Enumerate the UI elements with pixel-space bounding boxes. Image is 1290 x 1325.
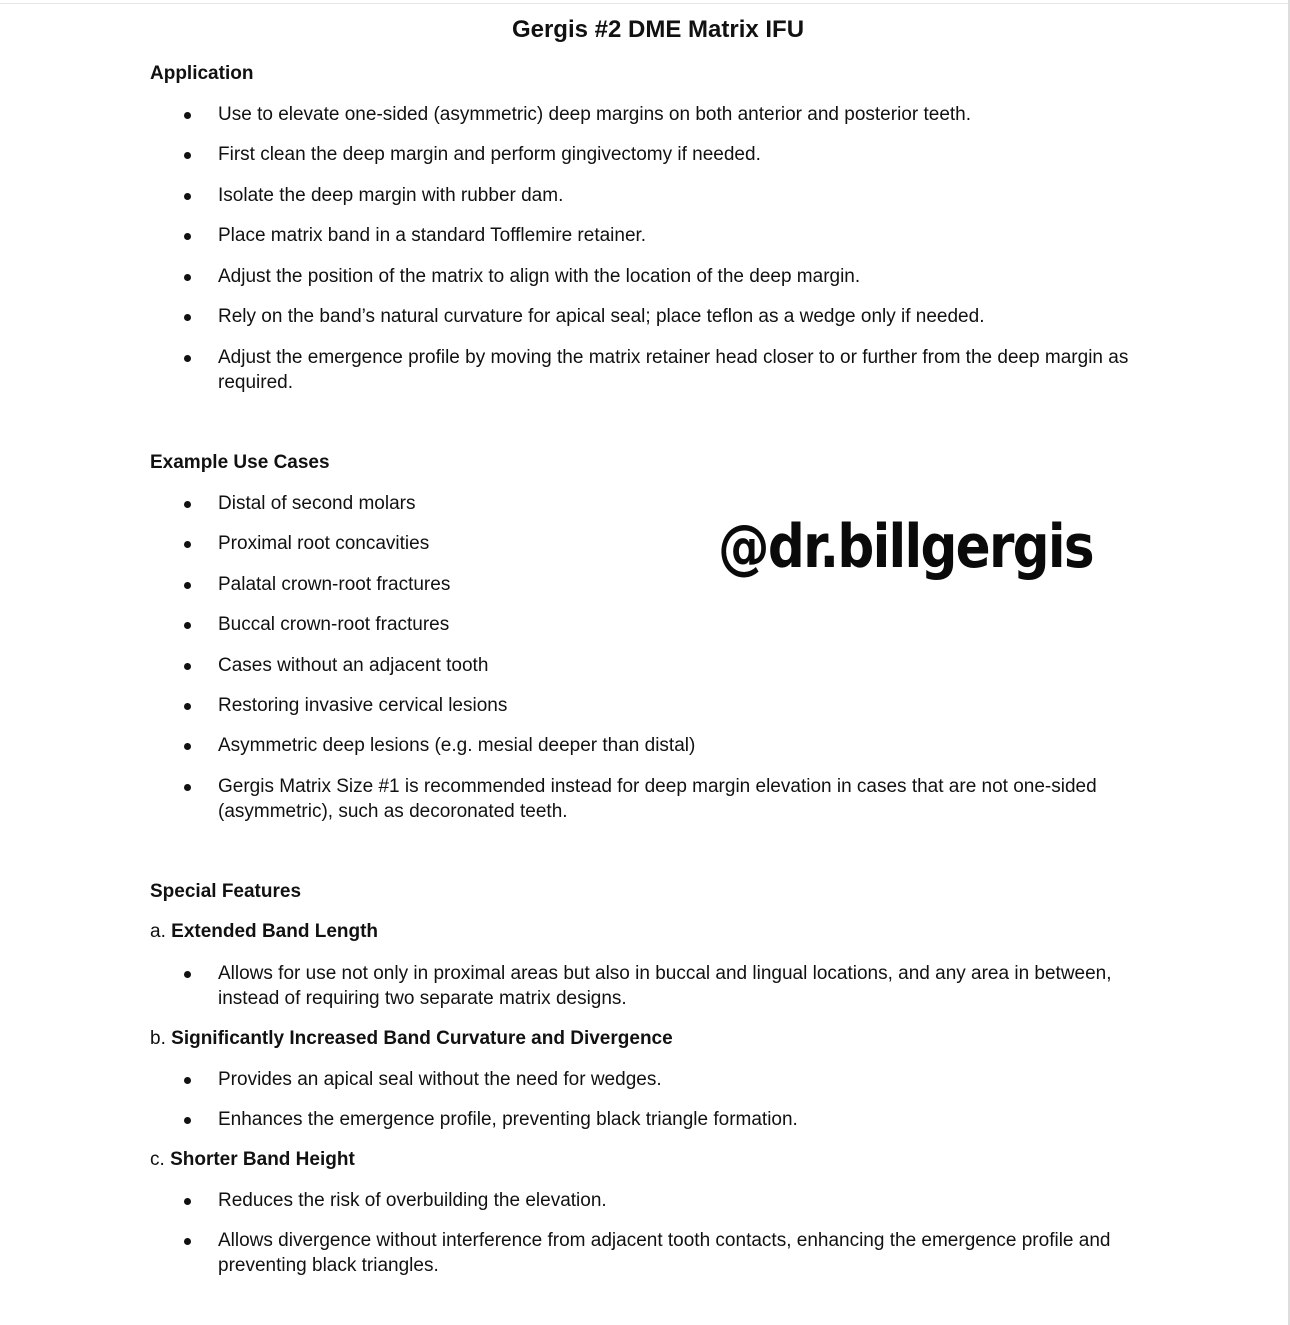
bullet-icon [184, 314, 191, 321]
bullet-icon [184, 582, 191, 589]
feature-c-heading: c. Shorter Band Height [150, 1149, 355, 1170]
application-heading: Application [150, 63, 254, 84]
bullet-icon [184, 274, 191, 281]
bullet-icon [184, 501, 191, 508]
bullet-icon [184, 355, 191, 362]
bullet-icon [184, 663, 191, 670]
bullet-icon [184, 1117, 191, 1124]
bullet-icon [184, 743, 191, 750]
watermark-handle: @dr.billgergis [718, 512, 1093, 582]
document-title: Gergis #2 DME Matrix IFU [511, 16, 805, 43]
bullet-icon [184, 971, 191, 978]
bullet-icon [184, 1198, 191, 1205]
features-heading: Special Features [150, 881, 302, 902]
bullet-icon [184, 233, 191, 240]
bullet-icon [184, 1238, 191, 1245]
bullet-icon [184, 112, 191, 119]
use-cases-heading: Example Use Cases [150, 452, 330, 473]
feature-b-heading: b. Significantly Increased Band Curvature and Divergence [150, 1028, 673, 1049]
bullet-icon [184, 193, 191, 200]
bullet-icon [184, 541, 191, 548]
bullet-icon [184, 622, 191, 629]
feature-a-heading: a. Extended Band Length [150, 921, 379, 942]
bullet-icon [184, 703, 191, 710]
bullet-icon [184, 152, 191, 159]
document-page: Gergis #2 DME Matrix IFU Application Use to elevate one-sided (asymmetric) deep margins on both anterior and posterior teeth. First clean the deep margin and perform gingivectomy if needed. Isolate the deep margin with rubber dam. Place matrix band in a standard Tofflemire retainer. Adjust the position of the matrix to align with the location of the deep margin. Rely on the band’s natural curvature for apical seal; place teflon as a wedge only if needed. Adjust the emergence profile by moving the matrix retainer head closer to or further from the deep margin as required. Example Use Cases Distal of second molars Proximal root concavities Palatal crown-root fractures Buccal crown-root fractures Cases without an adjacent tooth Restoring invasive cervical lesions Asymmetric deep lesions (e.g. mesial deeper than distal) Gergis Matrix Size #1 is recommended instead for deep margin elevation in cases that are not one-sided (asymmetric), such as decoronated teeth. @dr.billgergis Special Features a. Extended Band Length Allows for use not only in proximal areas but also in buccal and lingual locations, and any area in between, instead of requiring two separate matrix designs. b. Significantly Increased Band Curvature and Divergence Provides an apical seal without the need for wedges. Enhances the emergence profile, preventing black triangle formation. c. Shorter Band Height Reduces the risk of overbuilding the elevation. Allows divergence without interference from adjacent tooth contacts, enhancing the emergence profile and preventing black triangles. [0, 0, 1290, 1325]
bullet-icon [184, 1077, 191, 1084]
bullet-icon [184, 784, 191, 791]
